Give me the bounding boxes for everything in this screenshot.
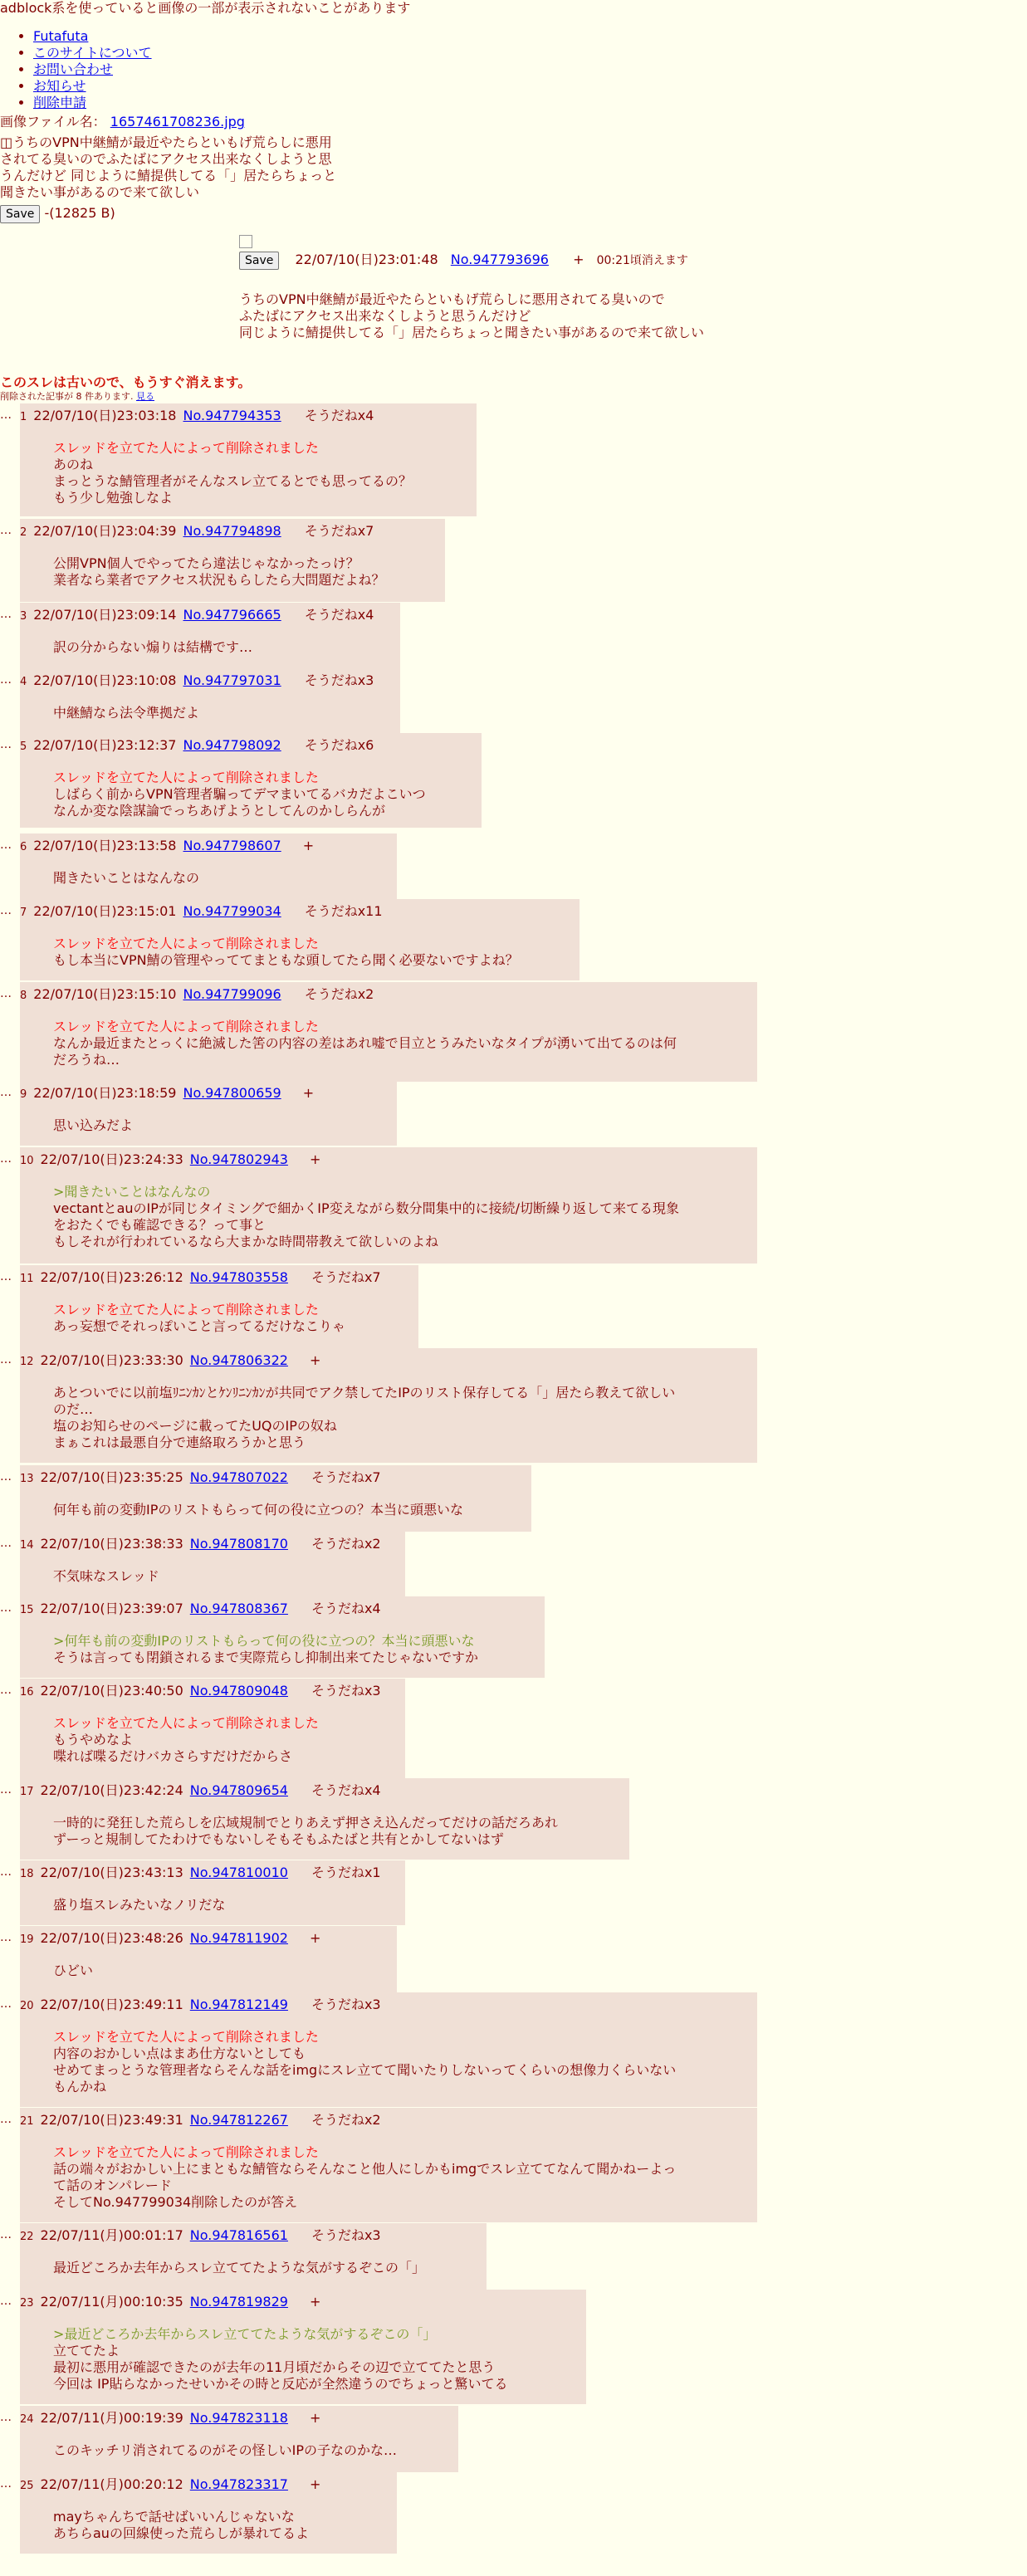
reply-arrow: … <box>0 987 12 1000</box>
nav-item-delete-request[interactable] <box>33 95 152 111</box>
reply-index: 2 <box>20 526 27 539</box>
reply-arrow: … <box>0 2411 12 2424</box>
reply-post <box>20 2223 487 2290</box>
reply-arrow: … <box>0 1470 12 1484</box>
show-deleted-link[interactable]: 見る <box>136 391 154 402</box>
deleted-notice: スレッドを立てた人によって削除されました <box>53 2029 319 2045</box>
reply-header <box>20 1996 752 2014</box>
reply-post <box>20 1992 757 2107</box>
reply-post-number[interactable]: No.947808170 <box>189 1536 288 1552</box>
reply-body <box>53 1633 540 1666</box>
reply-index: 17 <box>20 1786 34 1798</box>
deleted-notice: スレッドを立てた人によって削除されました <box>53 936 319 951</box>
op-save-button[interactable]: Save <box>239 252 279 270</box>
reply-header <box>20 1864 400 1882</box>
reply-header <box>20 1469 526 1487</box>
reply-post <box>20 603 400 669</box>
reply-line: もう少し勉強しなよ <box>53 490 174 506</box>
deleted-notice: スレッドを立てた人によって削除されました <box>53 1019 319 1034</box>
reply-arrow: … <box>0 1931 12 1944</box>
op-body-line: ふたばにアクセス出来なくしようと思うんだけど <box>239 308 531 324</box>
reply-line: 聞きたいことはなんなの <box>53 870 200 886</box>
reply-post <box>20 1778 629 1860</box>
nav-item-about[interactable] <box>33 45 152 61</box>
reply-post <box>20 1265 418 1348</box>
sodane-count[interactable]: そうだねx4 <box>311 1601 381 1616</box>
reply-line: あのね <box>53 457 94 472</box>
reply-date: 22/07/10(日)23:40:50 <box>40 1683 183 1699</box>
reply-post <box>20 2472 397 2554</box>
reply-post <box>20 2108 757 2222</box>
reply-line: このキッチリ消されてるのがその怪しいIPの子なのかな… <box>53 2442 398 2458</box>
reply-index: 7 <box>20 907 27 919</box>
reply-header <box>20 522 440 540</box>
reply-arrow: … <box>0 1537 12 1550</box>
reply-body <box>53 936 575 969</box>
file-link[interactable]: 1657461708236.jpg <box>110 114 245 130</box>
nav-item-news[interactable] <box>33 78 152 95</box>
reply-arrow: … <box>0 838 12 852</box>
quote-line: >聞きたいことはなんなの <box>53 1184 211 1200</box>
op-body-line: 同じように鯖提供してる「」居たらちょっと聞きたい事があるので来て欲しい <box>239 325 705 340</box>
reply-line: 訳の分からない煽りは結構です… <box>53 639 253 655</box>
file-info <box>0 114 245 130</box>
plus-button[interactable]: + <box>302 1085 315 1101</box>
reply-index: 3 <box>20 610 27 623</box>
reply-index: 21 <box>20 2115 34 2128</box>
reply-post-number[interactable]: No.947823317 <box>189 2476 288 2492</box>
op-expire-time: 00:21頃消えます <box>596 254 688 267</box>
reply-post <box>20 1532 405 1598</box>
reply-body <box>53 1568 400 1585</box>
sodane-count[interactable]: そうだねx2 <box>304 986 374 1002</box>
reply-arrow: … <box>0 1684 12 1697</box>
reply-post-number[interactable]: No.947794898 <box>183 523 281 539</box>
reply-line: 業者なら業者でアクセス状況もらしたら大問題だよね？ <box>53 572 385 588</box>
reply-body <box>53 440 472 506</box>
sodane-count[interactable]: そうだねx3 <box>311 1997 381 2012</box>
nav-item-contact[interactable] <box>33 61 152 78</box>
reply-line: 公開VPN個人でやってたら違法じゃなかったっけ？ <box>53 555 359 571</box>
reply-header <box>20 1151 752 1169</box>
reply-index: 1 <box>20 411 27 423</box>
reply-arrow: … <box>0 2295 12 2308</box>
deleted-posts-info <box>0 391 154 402</box>
reply-post-number[interactable]: No.947807022 <box>189 1469 288 1485</box>
deleted-posts-text: 削除された記事が 8 件あります. <box>0 391 134 402</box>
nav-link-news[interactable]: お知らせ <box>33 78 86 94</box>
reply-index: 22 <box>20 2231 34 2243</box>
reply-body <box>53 639 395 656</box>
reply-header <box>20 1535 400 1553</box>
reply-date: 22/07/10(日)23:24:33 <box>40 1151 183 1167</box>
reply-body <box>53 705 395 721</box>
nav-link-contact[interactable]: お問い合わせ <box>33 61 114 77</box>
reply-post-number[interactable]: No.947809654 <box>189 1782 288 1798</box>
reply-line: あっ妄想でそれっぽいこと言ってるだけなこりゃ <box>53 1318 345 1334</box>
reply-header <box>20 1782 624 1800</box>
reply-arrow: … <box>0 408 12 422</box>
reply-index: 14 <box>20 1539 34 1552</box>
reply-arrow: … <box>0 904 12 917</box>
reply-index: 9 <box>20 1088 27 1101</box>
nav-item-home[interactable] <box>33 28 152 45</box>
sodane-count[interactable]: そうだねx3 <box>304 672 374 688</box>
reply-date: 22/07/10(日)23:38:33 <box>40 1536 183 1552</box>
thumbnail-alt-text: うちのVPN中継鯖が最近やたらといもげ荒らしに悪用されてる臭いのでふたばにアクセス出来なくしようと思うんだけど 同じように鯖提供してる「」居たらちょっと聞きたい事があるので来て欲しい <box>0 134 337 200</box>
reply-line: もうやめなよ <box>53 1732 134 1747</box>
reply-line: て話のオンパレード <box>53 2178 172 2193</box>
reply-date: 22/07/10(日)23:15:10 <box>33 986 177 1002</box>
reply-date: 22/07/10(日)23:26:12 <box>40 1269 183 1285</box>
nav-link-home[interactable]: Futafuta <box>33 28 89 44</box>
reply-arrow: … <box>0 1270 12 1283</box>
reply-post-number[interactable]: No.947802943 <box>189 1151 288 1167</box>
reply-date: 22/07/10(日)23:39:07 <box>40 1601 183 1616</box>
reply-line: をおたくでも確認できる？って事と <box>53 1217 267 1233</box>
reply-post-number[interactable]: No.947799096 <box>183 986 281 1002</box>
reply-date: 22/07/11(月)00:01:17 <box>40 2227 183 2243</box>
op-post <box>239 235 704 341</box>
deleted-notice: スレッドを立てた人によって削除されました <box>53 770 319 785</box>
reply-post <box>20 733 482 828</box>
reply-index: 6 <box>20 841 27 853</box>
reply-post-number[interactable]: No.947794353 <box>183 408 281 423</box>
file-label: 画像ファイル名： <box>0 114 106 130</box>
reply-body <box>53 2029 752 2095</box>
reply-date: 22/07/10(日)23:43:13 <box>40 1865 183 1880</box>
reply-post <box>20 1348 757 1463</box>
broken-image-icon <box>239 235 252 248</box>
op-header <box>239 252 704 270</box>
reply-header <box>20 1600 540 1618</box>
thread-old-notice: このスレは古いので、もうすぐ消えます。 <box>0 374 252 390</box>
reply-line: vectantとauのIPが同じタイミングで細かくIP変えながら数分間集中的に接続/切断繰り返して来てる現象 <box>53 1200 680 1216</box>
reply-arrow: … <box>0 2113 12 2126</box>
reply-header <box>20 1268 413 1287</box>
reply-post-number[interactable]: No.947812267 <box>189 2112 288 2128</box>
reply-arrow: … <box>0 524 12 537</box>
reply-index: 10 <box>20 1155 34 1167</box>
reply-arrow: … <box>0 1152 12 1166</box>
reply-post <box>20 1679 405 1778</box>
reply-body <box>53 1184 752 1250</box>
reply-line: 盛り塩スレみたいなノリだな <box>53 1897 226 1913</box>
reply-post <box>20 1465 531 1532</box>
reply-post-number[interactable]: No.947797031 <box>183 672 281 688</box>
reply-body <box>53 1302 413 1335</box>
reply-post-number[interactable]: No.947811902 <box>189 1930 288 1946</box>
sodane-count[interactable]: そうだねx2 <box>311 1536 381 1552</box>
nav-link-delete-request[interactable]: 削除申請 <box>33 95 87 110</box>
reply-post-number[interactable]: No.947800659 <box>183 1085 281 1101</box>
reply-post-number[interactable]: No.947798092 <box>183 737 281 753</box>
reply-date: 22/07/10(日)23:10:08 <box>33 672 177 688</box>
plus-button[interactable]: + <box>309 1930 321 1946</box>
reply-body <box>53 1715 400 1765</box>
sodane-count[interactable]: そうだねx2 <box>311 2112 381 2128</box>
reply-body <box>53 1963 392 1979</box>
reply-date: 22/07/10(日)23:49:11 <box>40 1997 183 2012</box>
reply-post <box>20 982 757 1082</box>
reply-arrow: … <box>0 1086 12 1099</box>
reply-arrow: … <box>0 608 12 621</box>
reply-body <box>53 1117 392 1134</box>
reply-index: 16 <box>20 1686 34 1699</box>
op-plus-button[interactable]: + <box>573 252 584 267</box>
reply-arrow: … <box>0 1865 12 1879</box>
reply-header <box>20 1352 752 1370</box>
reply-post-number[interactable]: No.947799034 <box>183 903 281 919</box>
reply-header <box>20 2111 752 2129</box>
reply-post-number[interactable]: No.947816561 <box>189 2227 288 2243</box>
reply-post <box>20 519 445 602</box>
reply-index: 25 <box>20 2480 34 2492</box>
reply-date: 22/07/10(日)23:04:39 <box>33 523 177 539</box>
reply-index: 5 <box>20 741 27 753</box>
reply-date: 22/07/10(日)23:03:18 <box>33 408 177 423</box>
reply-post-number[interactable]: No.947803558 <box>189 1269 288 1285</box>
reply-header <box>20 837 392 855</box>
reply-post <box>20 2290 586 2404</box>
reply-body <box>53 1019 752 1068</box>
op-body <box>239 291 704 341</box>
reply-index: 13 <box>20 1473 34 1485</box>
reply-post <box>20 1926 397 1992</box>
reply-date: 22/07/10(日)23:12:37 <box>33 737 177 753</box>
reply-line: 何年も前の変動IPのリストもらって何の役に立つの？本当に頭悪いな <box>53 1502 464 1518</box>
reply-post <box>20 899 580 980</box>
reply-arrow: … <box>0 2477 12 2490</box>
reply-body <box>53 555 440 589</box>
reply-post-number[interactable]: No.947810010 <box>189 1865 288 1880</box>
reply-post <box>20 1860 405 1925</box>
reply-arrow: … <box>0 1783 12 1796</box>
reply-post <box>20 1147 757 1264</box>
reply-post <box>20 833 397 900</box>
reply-index: 11 <box>20 1273 34 1285</box>
sodane-count[interactable]: そうだねx4 <box>304 408 374 423</box>
reply-line: もし本当にVPN鯖の管理やっててまともな頭してたら聞く必要ないですよね？ <box>53 952 519 968</box>
reply-date: 22/07/10(日)23:09:14 <box>33 607 177 623</box>
reply-date: 22/07/10(日)23:49:31 <box>40 2112 183 2128</box>
plus-button[interactable]: + <box>309 1352 321 1368</box>
reply-line: もんかね <box>53 2079 107 2095</box>
reply-post <box>20 1081 397 1146</box>
reply-line: もしそれが行われているなら大まかな時間帯教えて欲しいのよね <box>53 1234 439 1249</box>
op-body-line: うちのVPN中継鯖が最近やたらといもげ荒らしに悪用されてる臭いので <box>239 291 665 307</box>
reply-index: 12 <box>20 1356 34 1368</box>
plus-button[interactable]: + <box>309 2476 321 2492</box>
reply-post-number[interactable]: No.947819829 <box>189 2294 288 2310</box>
reply-header <box>20 2409 453 2427</box>
plus-button[interactable]: + <box>309 2410 321 2426</box>
reply-header <box>20 2293 581 2311</box>
reply-body <box>53 770 477 819</box>
reply-date: 22/07/10(日)23:33:30 <box>40 1352 183 1368</box>
reply-date: 22/07/11(月)00:20:12 <box>40 2476 183 2492</box>
reply-line: ひどい <box>53 1963 94 1978</box>
reply-post-number[interactable]: No.947823118 <box>189 2410 288 2426</box>
reply-line: のだ… <box>53 1401 94 1417</box>
reply-body <box>53 1815 624 1848</box>
reply-line: なんか変な陰謀論でっちあげようとしてんのかしらんが <box>53 803 386 819</box>
reply-header <box>20 1084 392 1102</box>
sodane-count[interactable]: そうだねx6 <box>304 737 374 753</box>
adblock-notice: adblock系を使っていると画像の一部が表示されないことがあります <box>0 0 411 16</box>
reply-line: あちらauの回線使った荒らしが暴れてるよ <box>53 2525 309 2541</box>
reply-line: 不気味なスレッド <box>53 1568 159 1584</box>
reply-line: そしてNo.947799034削除したのが答え <box>53 2194 298 2210</box>
reply-line: だろうね… <box>53 1052 120 1068</box>
file-size: -(12825 B) <box>44 205 115 221</box>
deleted-notice: スレッドを立てた人によって削除されました <box>53 1302 319 1317</box>
reply-date: 22/07/10(日)23:15:01 <box>33 903 177 919</box>
reply-date: 22/07/10(日)23:42:24 <box>40 1782 183 1798</box>
reply-line: あとついでに以前塩ﾘﾆﾝｶﾝとｹﾝﾘﾆﾝｶﾝが共同でアク禁してたIPのリスト保存してる「」居たら教えて欲しい <box>53 1385 676 1400</box>
op-post-number[interactable]: No.947793696 <box>450 252 549 267</box>
sodane-count[interactable]: そうだねx7 <box>304 523 374 539</box>
reply-body <box>53 2509 392 2542</box>
reply-header <box>20 902 575 921</box>
reply-header <box>20 985 752 1004</box>
reply-date: 22/07/10(日)23:18:59 <box>33 1085 177 1101</box>
sodane-count[interactable]: そうだねx7 <box>311 1269 381 1285</box>
reply-body <box>53 1502 526 1518</box>
reply-line: ずーっと規制してたわけでもないしそもそもふたばと共有とかしてないはず <box>53 1831 504 1847</box>
reply-date: 22/07/10(日)23:13:58 <box>33 838 177 853</box>
file-save-row <box>0 205 115 223</box>
plus-button[interactable]: + <box>309 1151 321 1167</box>
reply-date: 22/07/11(月)00:10:35 <box>40 2294 183 2310</box>
deleted-notice: スレッドを立てた人によって削除されました <box>53 2144 319 2160</box>
sodane-count[interactable]: そうだねx11 <box>304 903 383 919</box>
sodane-count[interactable]: そうだねx1 <box>311 1865 381 1880</box>
deleted-notice: スレッドを立てた人によって削除されました <box>53 440 319 456</box>
reply-arrow: … <box>0 1353 12 1366</box>
reply-post-number[interactable]: No.947796665 <box>183 607 281 623</box>
reply-header <box>20 606 395 624</box>
reply-body <box>53 870 392 887</box>
reply-header <box>20 2476 392 2494</box>
op-date: 22/07/10(日)23:01:48 <box>295 252 438 267</box>
reply-post-number[interactable]: No.947809048 <box>189 1683 288 1699</box>
reply-header <box>20 736 477 755</box>
sodane-count[interactable]: そうだねx7 <box>311 1469 381 1485</box>
reply-date: 22/07/10(日)23:48:26 <box>40 1930 183 1946</box>
reply-line: 中継鯖なら法令準拠だよ <box>53 705 200 721</box>
reply-line: mayちゃんちで話せばいいんじゃないな <box>53 2509 295 2525</box>
reply-line: なんか最近またとっくに絶滅した筈の内容の差はあれ嘘で目立とうみたいなタイプが湧いて出てるのは何 <box>53 1035 677 1051</box>
reply-post-number[interactable]: No.947812149 <box>189 1997 288 2012</box>
reply-index: 24 <box>20 2413 34 2426</box>
reply-post <box>20 403 477 516</box>
reply-index: 15 <box>20 1604 34 1616</box>
reply-arrow: … <box>0 673 12 687</box>
save-file-button[interactable]: Save <box>0 205 40 223</box>
sodane-count[interactable]: そうだねx3 <box>311 1683 381 1699</box>
reply-header <box>20 672 395 690</box>
reply-body <box>53 2260 482 2276</box>
reply-line: 最初に悪用が確認できたのが去年の11月頃だからその辺で立ててたと思う <box>53 2359 496 2375</box>
reply-index: 18 <box>20 1868 34 1880</box>
quote-line: >何年も前の変動IPのリストもらって何の役に立つの？本当に頭悪いな <box>53 1633 475 1649</box>
reply-line: 喋れば喋るだけバカさらすだけだからさ <box>53 1748 293 1764</box>
reply-post-number[interactable]: No.947806322 <box>189 1352 288 1368</box>
reply-post-number[interactable]: No.947798607 <box>183 838 281 853</box>
reply-line: 話の端々がおかしい上にまともな鯖管ならそんなこと他人にしかもimgでスレ立ててなんて聞かねーよっ <box>53 2161 677 2177</box>
reply-index: 23 <box>20 2297 34 2310</box>
reply-arrow: … <box>0 1601 12 1615</box>
reply-line: 思い込みだよ <box>53 1117 134 1133</box>
reply-date: 22/07/10(日)23:35:25 <box>40 1469 183 1485</box>
deleted-notice: スレッドを立てた人によって削除されました <box>53 1715 319 1731</box>
reply-body <box>53 1385 752 1451</box>
reply-index: 20 <box>20 2000 34 2012</box>
reply-index: 4 <box>20 676 27 688</box>
reply-arrow: … <box>0 738 12 751</box>
thumbnail-image[interactable] <box>0 134 340 201</box>
broken-image-icon: ◫ <box>0 134 13 150</box>
reply-line: 内容のおかしい点はまあ仕方ないとしても <box>53 2046 306 2061</box>
quote-line: >最近どころか去年からスレ立ててたような気がするぞこの「」 <box>53 2326 437 2342</box>
reply-line: しばらく前からVPN管理者騙ってデマまいてるバカだよこいつ <box>53 786 426 802</box>
reply-arrow: … <box>0 1997 12 2011</box>
reply-arrow: … <box>0 2228 12 2241</box>
nav-link-about[interactable]: このサイトについて <box>33 45 152 61</box>
reply-body <box>53 2326 581 2393</box>
sodane-count[interactable]: そうだねx4 <box>304 607 374 623</box>
reply-line: 塩のお知らせのページに載ってたUQのIPの奴ね <box>53 1418 337 1434</box>
plus-button[interactable]: + <box>302 838 315 853</box>
plus-button[interactable]: + <box>309 2294 321 2310</box>
reply-header <box>20 1929 392 1948</box>
reply-line: 最近どころか去年からスレ立ててたような気がするぞこの「」 <box>53 2260 426 2275</box>
reply-line: まっとうな鯖管理者がそんなスレ立てるとでも思ってるの？ <box>53 473 413 489</box>
reply-line: 一時的に発狂した荒らしを広域規制でとりあえず押さえ込んだってだけの話だろあれ <box>53 1815 559 1831</box>
reply-body <box>53 1897 400 1914</box>
reply-date: 22/07/11(月)00:19:39 <box>40 2410 183 2426</box>
reply-post <box>20 668 400 735</box>
reply-post <box>20 1596 545 1678</box>
reply-index: 8 <box>20 990 27 1002</box>
reply-post-number[interactable]: No.947808367 <box>189 1601 288 1616</box>
reply-body <box>53 2442 453 2459</box>
reply-header <box>20 407 472 425</box>
reply-header <box>20 2227 482 2245</box>
reply-post <box>20 2406 458 2472</box>
reply-index: 19 <box>20 1933 34 1946</box>
reply-line: 立ててたよ <box>53 2343 120 2358</box>
reply-line: 今回は IP貼らなかったせいかその時と反応が全然違うのでちょっと驚いてる <box>53 2376 508 2392</box>
site-nav <box>0 28 152 111</box>
reply-line: せめてまっとうな管理者ならそんな話をimgにスレ立てて聞いたりしないってくらいの想像力くらいない <box>53 2062 677 2078</box>
reply-line: そうは言っても閉鎖されるまで実際荒らし抑制出来てたじゃないですか <box>53 1650 479 1665</box>
reply-body <box>53 2144 752 2211</box>
reply-header <box>20 1682 400 1700</box>
reply-line: まぁこれは最悪自分で連絡取ろうかと思う <box>53 1435 306 1450</box>
sodane-count[interactable]: そうだねx4 <box>311 1782 381 1798</box>
sodane-count[interactable]: そうだねx3 <box>311 2227 381 2243</box>
